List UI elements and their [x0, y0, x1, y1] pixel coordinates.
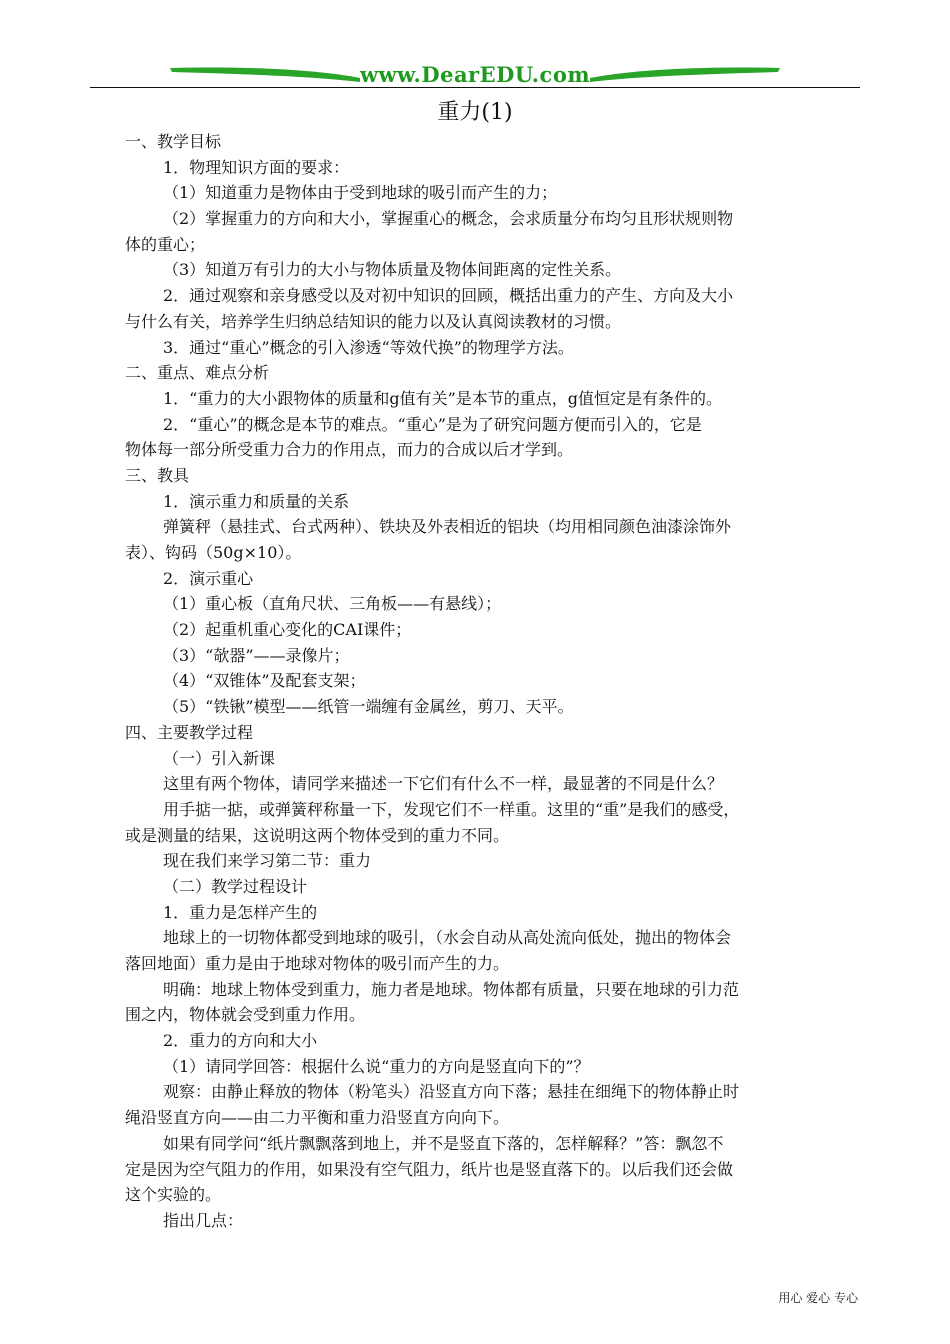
text-line: 1．“重力的大小跟物体的质量和g值有关”是本节的重点，g值恒定是有条件的。 — [163, 388, 723, 408]
text-line: 弹簧秤（悬挂式、台式两种）、铁块及外表相近的铝块（均用相同颜色油漆涂饰外 — [163, 517, 732, 537]
text-line: （3）“欹器”——录像片； — [163, 645, 350, 665]
document-body — [125, 129, 837, 1234]
text-line: 2．重力的方向和大小 — [163, 1031, 318, 1051]
text-line: 一、教学目标 — [125, 132, 222, 151]
text-line: （4）“双锥体”及配套支架； — [163, 671, 366, 691]
text-line: 明确：地球上物体受到重力，施力者是地球。物体都有质量，只要在地球的引力范 — [163, 979, 740, 999]
text-line: 这个实验的。 — [125, 1185, 222, 1205]
text-line: （5）“铁锹”模型——纸管一端缠有金属丝，剪刀、天平。 — [163, 697, 574, 717]
text-line: （1）重心板（直角尺状、三角板——有悬线）； — [163, 594, 502, 614]
text-line: 三、教具 — [125, 465, 190, 485]
site-logo-text[interactable]: www.DearEDU.com — [359, 62, 591, 87]
text-line: （一）引入新课 — [163, 748, 276, 768]
text-line: 现在我们来学习第二节：重力 — [163, 851, 372, 871]
text-line: 2．“重心”的概念是本节的难点。“重心”是为了研究问题方便而引入的，它是 — [163, 414, 702, 434]
text-line: 3．通过“重心”概念的引入渗透“等效代换”的物理学方法。 — [163, 337, 574, 357]
text-line: 1．演示重力和质量的关系 — [163, 491, 350, 511]
text-line: 绳沿竖直方向——由二力平衡和重力沿竖直方向向下。 — [125, 1108, 510, 1128]
text-line: 观察：由静止释放的物体（粉笔头）沿竖直方向下落；悬挂在细绳下的物体静止时 — [163, 1082, 740, 1102]
text-line: 物体每一部分所受重力合力的作用点，而力的合成以后才学到。 — [125, 440, 574, 460]
text-line: 表）、钩码（50g×10）。 — [125, 543, 302, 562]
text-line: 1．重力是怎样产生的 — [163, 902, 318, 922]
text-line: 2．通过观察和亲身感受以及对初中知识的回顾，概括出重力的产生、方向及大小 — [163, 286, 734, 306]
text-line: 四、主要教学过程 — [125, 722, 254, 742]
text-line: 或是测量的结果，这说明这两个物体受到的重力不同。 — [125, 825, 510, 845]
header-rule — [90, 87, 860, 88]
text-line: 如果有同学问“纸片飘飘落到地上，并不是竖直下落的，怎样解释？”答：飘忽不 — [163, 1133, 724, 1153]
text-line: （2）起重机重心变化的CAI课件； — [163, 620, 412, 640]
site-banner — [90, 58, 860, 90]
page-title: 重力(1) — [437, 100, 513, 125]
text-line: 地球上的一切物体都受到地球的吸引，（水会自动从高处流向低处，抛出的物体会 — [163, 928, 732, 948]
text-line: 用手掂一掂，或弹簧秤称量一下，发现它们不一样重。这里的“重”是我们的感受， — [163, 799, 740, 819]
text-line: （1）请同学回答：根据什么说“重力的方向是竖直向下的”？ — [163, 1056, 590, 1076]
text-line: 1．物理知识方面的要求： — [163, 157, 350, 177]
text-line: （2）掌握重力的方向和大小，掌握重心的概念，会求质量分布均匀且形状规则物 — [163, 209, 734, 229]
text-line: （二）教学过程设计 — [163, 876, 308, 896]
text-line: 与什么有关，培养学生归纳总结知识的能力以及认真阅读教材的习惯。 — [125, 311, 622, 331]
text-line: 这里有两个物体，请同学来描述一下它们有什么不一样，最显著的不同是什么？ — [163, 774, 724, 794]
text-line: 体的重心； — [125, 234, 206, 254]
text-line: （1）知道重力是物体由于受到地球的吸引而产生的力； — [163, 183, 558, 203]
text-line: 落回地面）重力是由于地球对物体的吸引而产生的力。 — [125, 954, 510, 973]
text-line: 2．演示重心 — [163, 568, 254, 588]
text-line: 指出几点： — [163, 1210, 244, 1230]
text-line: 二、重点、难点分析 — [125, 363, 270, 383]
footer-motto: 用心 爱心 专心 — [778, 1291, 858, 1305]
text-line: 围之内，物体就会受到重力作用。 — [125, 1005, 366, 1025]
text-line: 定是因为空气阻力的作用，如果没有空气阻力，纸片也是竖直落下的。以后我们还会做 — [125, 1159, 734, 1179]
text-line: （3）知道万有引力的大小与物体质量及物体间距离的定性关系。 — [163, 260, 622, 280]
